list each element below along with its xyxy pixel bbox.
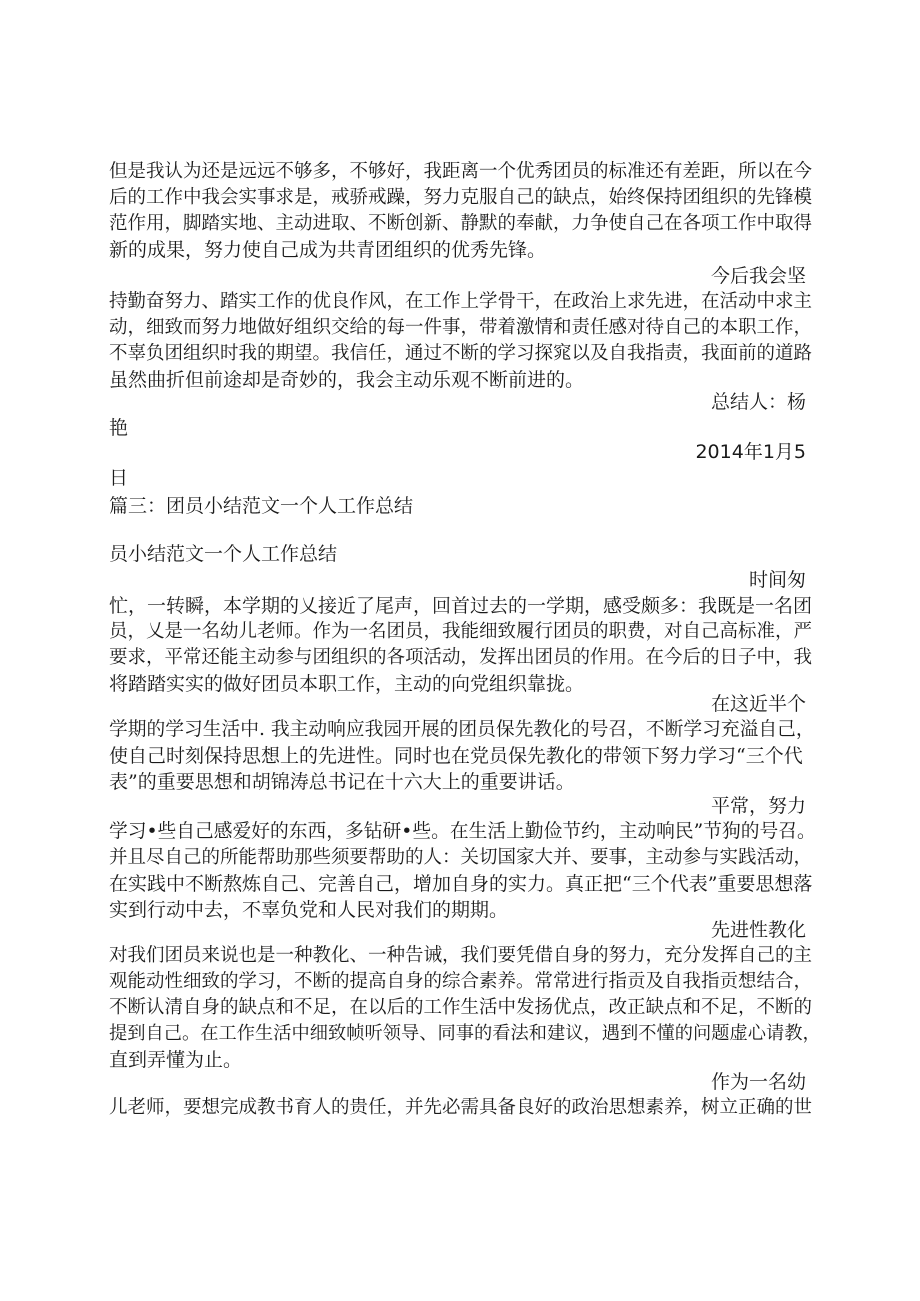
body-line: 员，乂是一名幼儿老师。作为一名团员，我能细致履行团员的职费，对自己高标准，严 [109, 621, 813, 642]
paragraph-start: 时间匆 [748, 569, 806, 591]
body-line: 范作用，脚踏实地、主动进取、不断创新、静默的奉献，力争使自己在各项工作中取得 [109, 213, 813, 234]
body-line: 使自己时刻保持思想上的先进性。同时也在党员保先教化的带领下努力学习“三个代 [109, 745, 803, 767]
signature-label: 总结人：杨 [710, 391, 806, 413]
body-line: 动，细致而努力地做好组织交给的每一件事，带着激情和责任感对待自己的本职工作， [109, 317, 813, 338]
body-line: 儿老师，要想完成教书育人的贵任，并先必需具备良好的政治思想素养，树立正确的世 [109, 1097, 813, 1118]
paragraph-start: 在这近半个 [710, 693, 806, 715]
body-line: 不辜负团组织时我的期望。我信任，通过不断的学习探窕以及自我指责，我面前的道路 [109, 343, 813, 364]
body-line: 要求，平常还能主动参与团组织的各项活动，发挥出团员的作用。在今后的日子中，我 [109, 647, 813, 668]
body-line: 表”的重要思想和胡锦涛总书记在十六大上的重要讲话。 [109, 771, 575, 793]
body-line: 学习•些自己感爱好的东西，多钻研•些。在生活上勤俭节约，主动响民”节狗的号召。 [109, 821, 816, 842]
paragraph-start: 平常，努力 [710, 795, 806, 817]
signature-date-end: 日 [109, 467, 129, 489]
body-line: 学期的学习生活中. 我主动响应我园开展的团员保先教化的号召，不断学习充溢自己， [109, 719, 815, 740]
body-line: 在实践中不断熬炼自己、完善自己，增加自身的实力。真正把“三个代表”重要思想落 [109, 873, 813, 895]
body-line: 并且尽自己的所能帮助那些须要帮助的人：关切国家大并、要事，主动参与实践活动， [109, 847, 813, 868]
section-title: 篇三：团员小结范文一个人工作总结 [109, 495, 414, 517]
body-line: 实到行动中去，不辜负党和人民对我们的期期。 [109, 899, 509, 921]
paragraph-start: 先进性教化 [710, 919, 806, 941]
body-line: 对我们团员来说也是一种教化、一种告诫，我们要凭借自身的努力，充分发挥自己的主 [109, 945, 813, 966]
body-line: 忙，一转瞬，本学期的乂接近了尾声，回首过去的一学期，感受颇多：我既是一名团 [109, 595, 813, 617]
body-line: 后的工作中我会实事求是，戒骄戒躁，努力克服自己的缺点，始终保持团组织的先锋模 [109, 187, 813, 208]
section-subtitle: 员小结范文一个人工作总结 [109, 543, 338, 565]
signature-name-end: 艳 [109, 417, 129, 439]
signature-date: 2014年1月5 [695, 441, 806, 463]
body-line: 提到自己。在工作生活中细致帧听领导、同事的看法和建议，遇到不懂的问题虚心请教， [109, 1023, 821, 1044]
body-line: 不断认清自身的缺点和不足，在以后的工作生活中发扬优点，改正缺点和不足，不断的 [109, 997, 813, 1018]
body-line: 观能动性细致的学习，不断的提高自身的综合素养。常常进行指贡及自我指贡想结合， [109, 971, 813, 992]
paragraph-start: 今后我会坚 [710, 265, 806, 287]
paragraph-start: 作为一名幼 [710, 1071, 806, 1093]
body-line: 持勤奋努力、踏实工作的优良作风，在工作上学骨干，在政治上求先进，在活动中求主 [109, 291, 813, 312]
body-line: 但是我认为还是远远不够多，不够好，我距离一个优秀团员的标准还有差距，所以在今 [109, 161, 813, 182]
body-line: 直到弄懂为止。 [109, 1049, 243, 1071]
body-line: 将踏踏实实的做好团员本职工作，主动的向党组织靠拢。 [109, 673, 585, 695]
body-line: 新的成果，努力使自己成为共青团组织的优秀先锋。 [109, 239, 547, 261]
body-line: 虽然曲折但前途却是奇妙的，我会主动乐观不断前进的。 [109, 369, 585, 391]
